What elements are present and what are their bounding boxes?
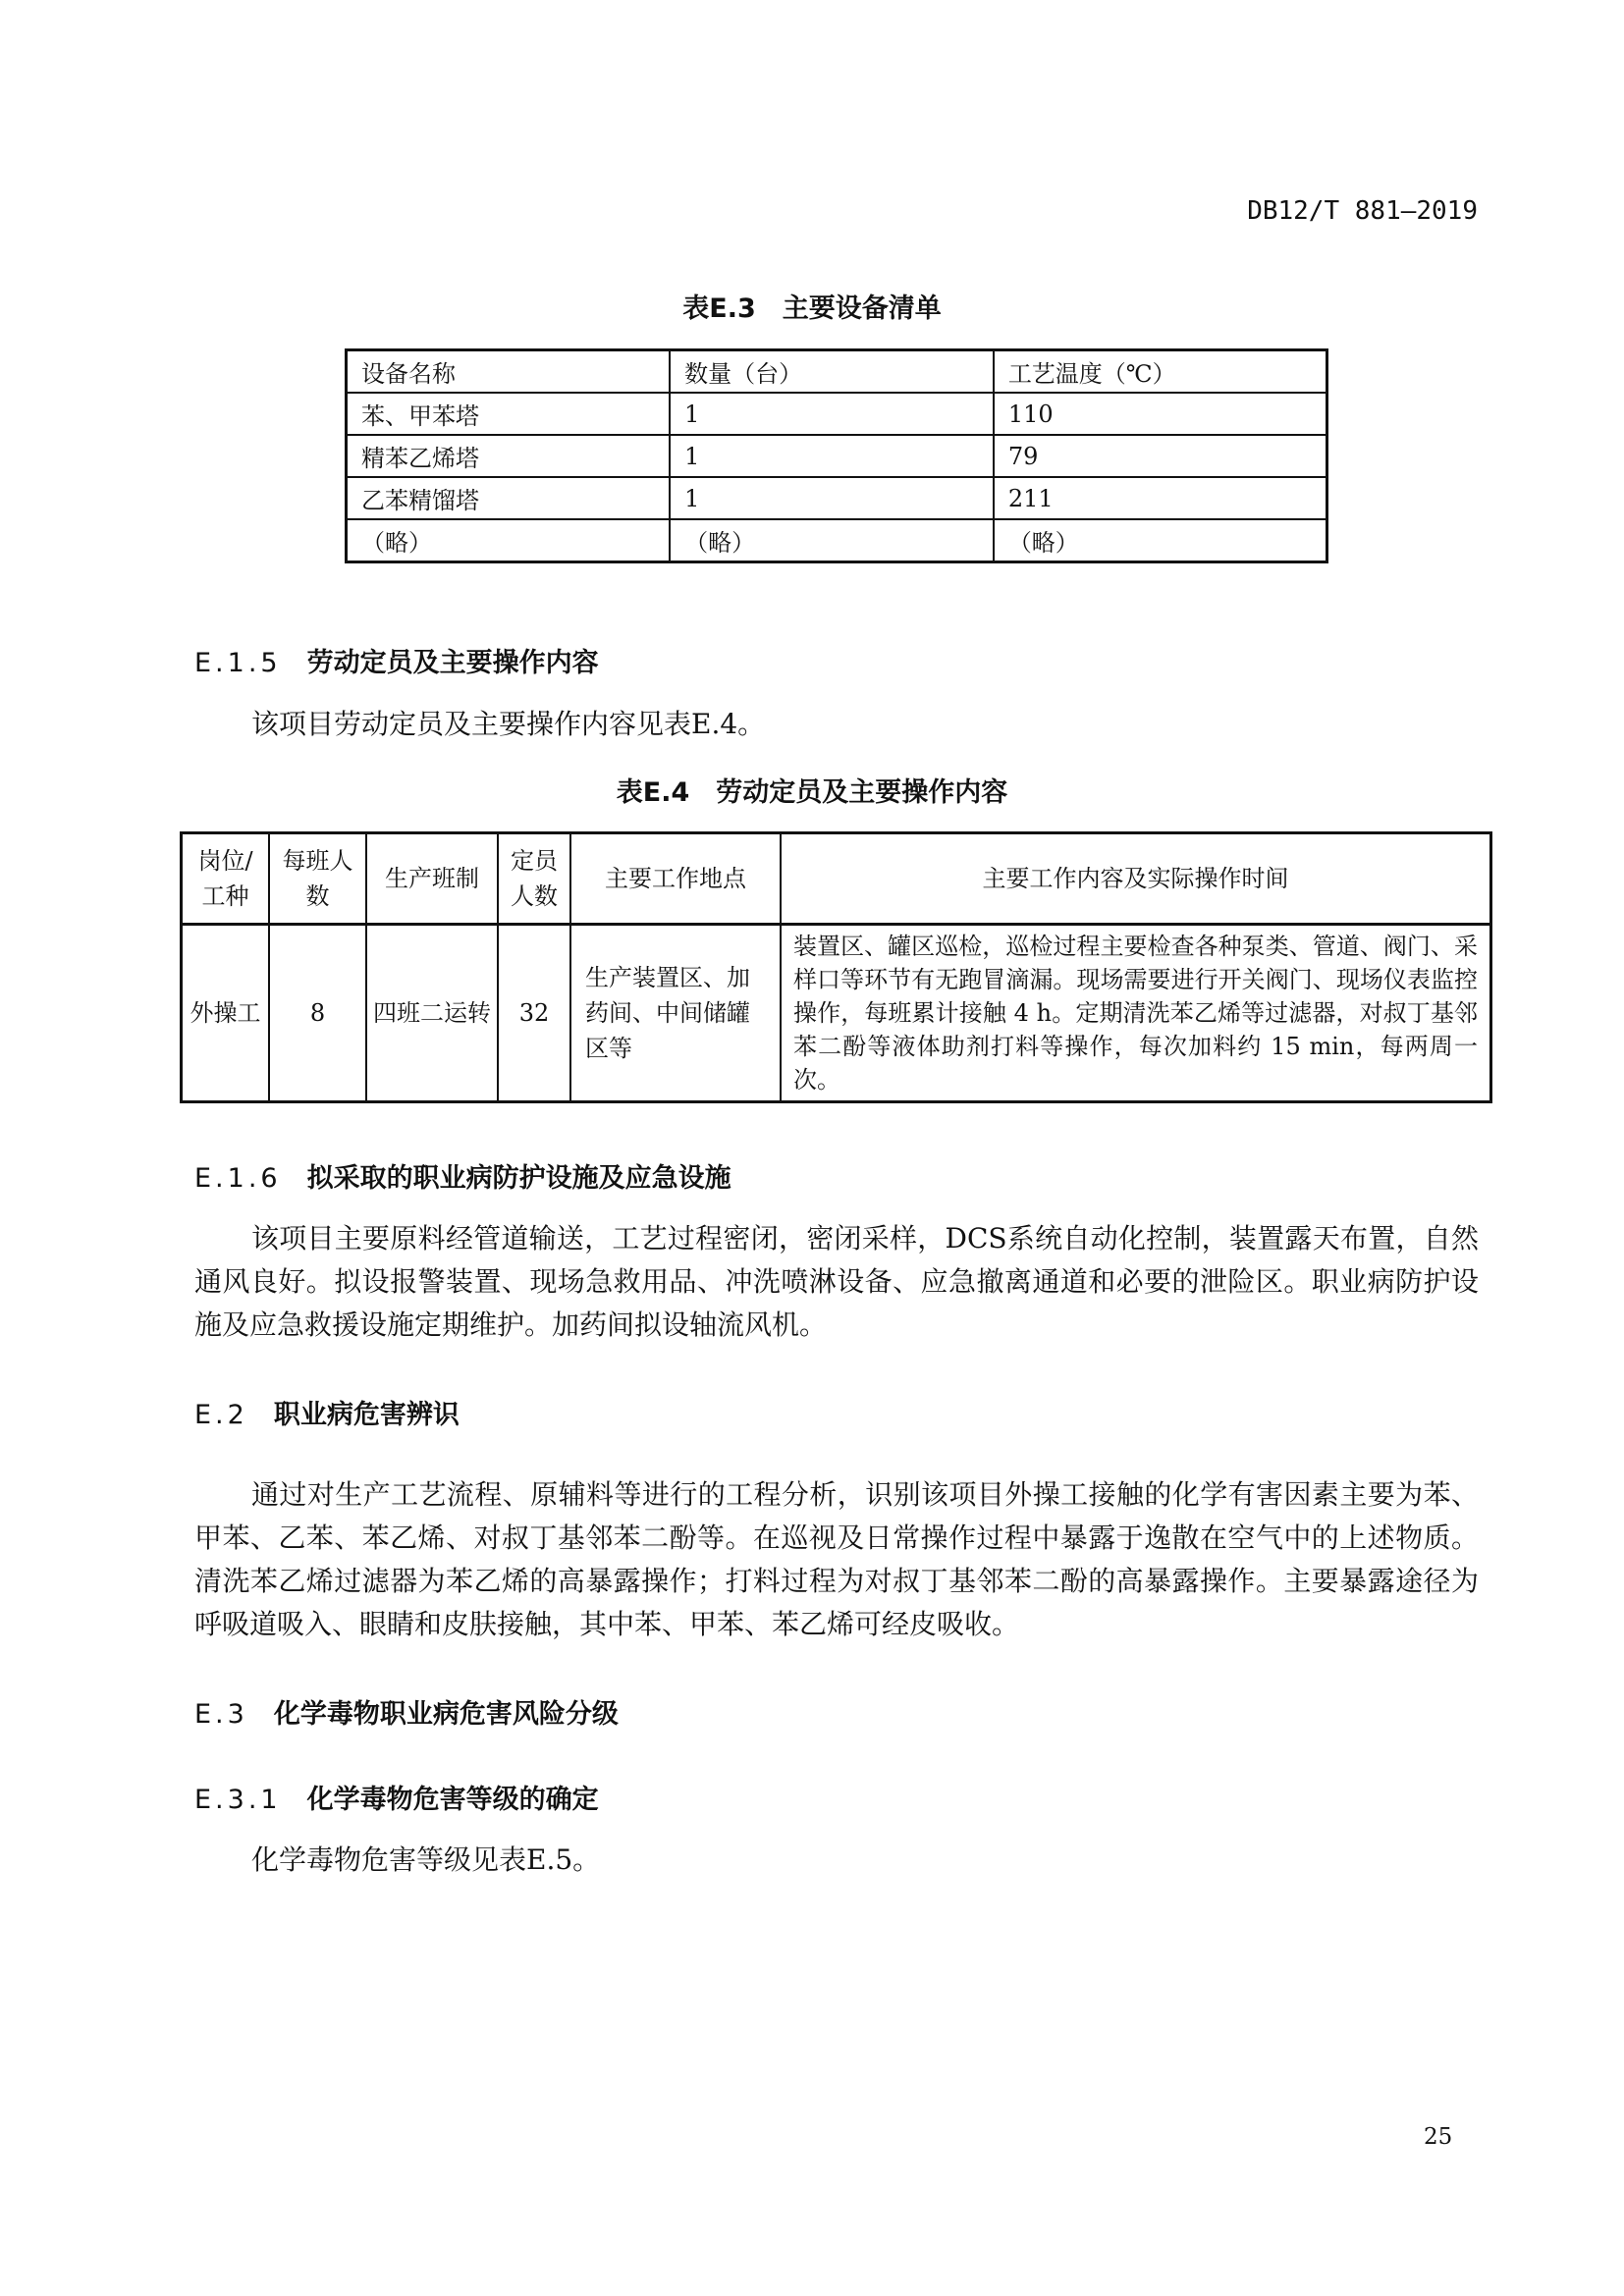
section-number: E.3 <box>194 1699 248 1730</box>
staffing-table <box>180 831 1492 1103</box>
section-title: 化学毒物职业病危害风险分级 <box>273 1699 619 1730</box>
table-cell: 生产装置区、加药间、中间储罐区等 <box>570 925 781 1102</box>
section-number: E.2 <box>194 1400 248 1430</box>
column-header: 岗位/工种 <box>182 833 270 925</box>
section-title: 化学毒物危害等级的确定 <box>306 1785 599 1815</box>
table-cell: 79 <box>994 435 1327 477</box>
table-header-row <box>347 350 1327 394</box>
table-row <box>347 519 1327 562</box>
table-cell: 精苯乙烯塔 <box>347 435 671 477</box>
section-number: E.1.6 <box>194 1163 282 1194</box>
table-cell: 乙苯精馏塔 <box>347 477 671 519</box>
paragraph: 化学毒物危害等级见表E.5。 <box>251 1843 601 1876</box>
section-title: 职业病危害辨识 <box>273 1400 460 1430</box>
table-row <box>347 435 1327 477</box>
table-header-row <box>182 833 1491 925</box>
equipment-table <box>345 348 1328 563</box>
table-cell: 211 <box>994 477 1327 519</box>
paragraph: 该项目主要原料经管道输送，工艺过程密闭，密闭采样，DCS系统自动化控制，装置露天布置，自然通风良好。拟设报警装置、现场急救用品、冲洗喷淋设备、应急撤离通道和必要的泄险区。职业病防护设施及应急救援设施定期维护。加药间拟设轴流风机。 <box>194 1222 1479 1341</box>
column-header: 生产班制 <box>366 833 498 925</box>
column-header: 设备名称 <box>347 350 671 394</box>
section-heading-e15 <box>194 641 599 679</box>
column-header: 定员人数 <box>498 833 570 925</box>
column-header: 数量（台） <box>670 350 994 394</box>
table-e4-title: 表E.4 劳动定员及主要操作内容 <box>616 777 1008 808</box>
table-cell: 装置区、罐区巡检，巡检过程主要检查各种泵类、管道、阀门、采样口等环节有无跑冒滴漏。现场需要进行开关阀门、现场仪表监控操作，每班累计接触 4 h。定期清洗苯乙烯等过滤器，对叔丁基邻苯二酚等液体助剂打料等操作，每次加料约 15 min，每两周一次。 <box>781 925 1491 1102</box>
section-heading-e31 <box>194 1778 599 1816</box>
section-number: E.1.5 <box>194 648 282 678</box>
column-header: 主要工作内容及实际操作时间 <box>781 833 1491 925</box>
table-cell: （略） <box>994 519 1327 562</box>
table-cell: 32 <box>498 925 570 1102</box>
section-heading-e2 <box>194 1393 460 1431</box>
table-row <box>182 925 1491 1102</box>
column-header: 主要工作地点 <box>570 833 781 925</box>
table-cell: 110 <box>994 393 1327 435</box>
table-cell: 四班二运转 <box>366 925 498 1102</box>
document-code: DB12/T 881—2019 <box>1247 196 1478 226</box>
page-number: 25 <box>1424 2124 1453 2150</box>
table-cell: 外操工 <box>182 925 270 1102</box>
table-e3-title: 表E.3 主要设备清单 <box>682 294 942 324</box>
column-header: 工艺温度（℃） <box>994 350 1327 394</box>
table-row <box>347 477 1327 519</box>
table-cell: 1 <box>670 393 994 435</box>
table-cell: 8 <box>269 925 366 1102</box>
table-cell: 1 <box>670 477 994 519</box>
table-cell: （略） <box>347 519 671 562</box>
section-number: E.3.1 <box>194 1785 282 1815</box>
table-row <box>347 393 1327 435</box>
paragraph: 通过对生产工艺流程、原辅料等进行的工程分析，识别该项目外操工接触的化学有害因素主要为苯、甲苯、乙苯、苯乙烯、对叔丁基邻苯二酚等。在巡视及日常操作过程中暴露于逸散在空气中的上述物质。清洗苯乙烯过滤器为苯乙烯的高暴露操作；打料过程为对叔丁基邻苯二酚的高暴露操作。主要暴露途径为呼吸道吸入、眼睛和皮肤接触，其中苯、甲苯、苯乙烯可经皮吸收。 <box>194 1478 1479 1640</box>
section-heading-e16 <box>194 1156 731 1195</box>
section-title: 劳动定员及主要操作内容 <box>306 648 599 678</box>
section-heading-e3 <box>194 1692 619 1731</box>
paragraph: 该项目劳动定员及主要操作内容见表E.4。 <box>251 708 766 740</box>
table-cell: 1 <box>670 435 994 477</box>
column-header: 每班人数 <box>269 833 366 925</box>
section-title: 拟采取的职业病防护设施及应急设施 <box>306 1163 731 1194</box>
table-cell: 苯、甲苯塔 <box>347 393 671 435</box>
table-cell: （略） <box>670 519 994 562</box>
